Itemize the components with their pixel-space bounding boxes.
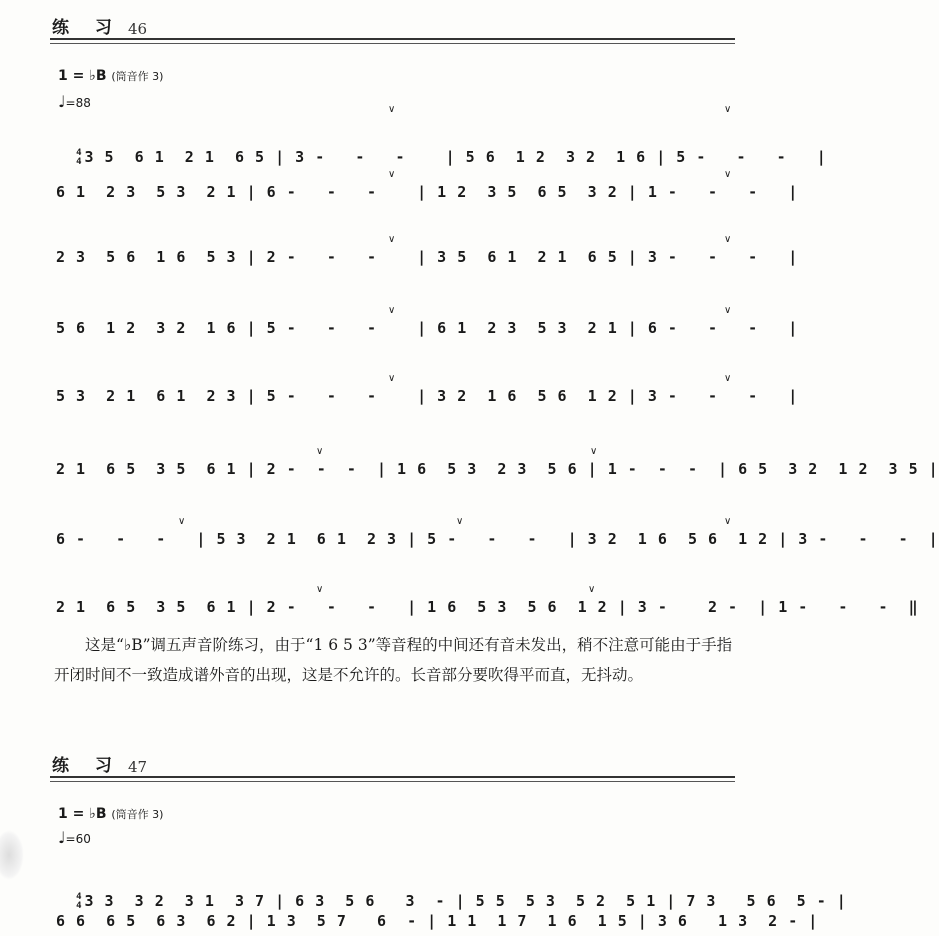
breath-mark-icon: ∨: [724, 169, 732, 180]
exercise-title: 练 习: [52, 18, 122, 38]
breath-mark-icon: ∨: [388, 234, 396, 245]
exercise-46-description: 这是“♭B”调五声音阶练习，由于“1 6 5 3”等音程的中间还有音未发出，稍不注意可能由于手指开闭时间不一致造成谱外音的出现，这是不允许的。长音部分要吹得平而直，无抖动。: [54, 636, 733, 684]
score-row-text: 2 1 6 5 3 5 6 1 | 2 - - - | 1 6 5 3 5 6 1 2 | 3 - 2 - | 1 - - - ‖: [56, 598, 919, 616]
header-rule: [50, 776, 735, 778]
breath-mark-icon: ∨: [724, 305, 732, 316]
quarter-note-icon: ♩: [58, 828, 66, 847]
key-note: (筒音作 3): [111, 808, 164, 821]
score-row-text: 3 3 3 2 3 1 3 7 | 6 3 5 6 3 - | 5 5 5 3 5 2 5 1 | 7 3 5 6 5 - |: [84, 892, 847, 910]
score-row: [56, 177, 799, 207]
tempo-text: =60: [65, 832, 91, 846]
breath-mark-icon: ∨: [388, 104, 396, 115]
tempo-text: =88: [65, 96, 91, 110]
score-row: [56, 524, 939, 554]
breath-mark-icon: ∨: [724, 516, 732, 527]
score-row-text: 6 - - - | 5 3 2 1 6 1 2 3 | 5 - - - | 3 2 1 6 5 6 1 2 | 3 - - - |: [56, 530, 939, 548]
score-row-text: 6 1 2 3 5 3 2 1 | 6 - - - | 1 2 3 5 6 5 3 2 | 1 - - - |: [56, 183, 799, 201]
exercise-47-header: [50, 752, 735, 780]
time-sig-bottom: 4: [76, 156, 83, 167]
breath-mark-icon: ∨: [388, 373, 396, 384]
exercise-number: 47: [128, 758, 148, 776]
score-row-text: 2 1 6 5 3 5 6 1 | 2 - - - | 1 6 5 3 2 3 5 6 | 1 - - - | 6 5 3 2 1 2 3 5 |: [56, 460, 939, 478]
exercise-title: 练 习: [52, 756, 122, 776]
breath-mark-icon: ∨: [388, 169, 396, 180]
exercise-46-header: [50, 8, 735, 42]
tempo-marking: [58, 92, 91, 111]
score-row-text: 2 3 5 6 1 6 5 3 | 2 - - - | 3 5 6 1 2 1 6 5 | 3 - - - |: [56, 248, 799, 266]
header-rule-thin: [50, 781, 735, 782]
score-row: [56, 313, 799, 343]
breath-mark-icon: ∨: [588, 584, 596, 595]
key-signature: [58, 806, 163, 822]
breath-mark-icon: ∨: [724, 104, 732, 115]
quarter-note-icon: ♩: [58, 92, 66, 111]
breath-mark-icon: ∨: [724, 373, 732, 384]
score-row: [56, 381, 799, 411]
score-row: [56, 906, 819, 936]
score-row-text: 5 6 1 2 3 2 1 6 | 5 - - - | 6 1 2 3 5 3 2 1 | 6 - - - |: [56, 319, 799, 337]
key-note: (筒音作 3): [111, 70, 164, 83]
score-row: [56, 242, 799, 272]
score-row: [56, 592, 919, 622]
time-sig-top: 4: [76, 891, 83, 902]
page-smudge: [0, 830, 24, 880]
score-row: [56, 856, 847, 911]
breath-mark-icon: ∨: [316, 446, 324, 457]
breath-mark-icon: ∨: [316, 584, 324, 595]
score-row-text: 5 3 2 1 6 1 2 3 | 5 - - - | 3 2 1 6 5 6 1 2 | 3 - - - |: [56, 387, 799, 405]
time-sig-top: 4: [76, 147, 83, 158]
breath-mark-icon: ∨: [388, 305, 396, 316]
breath-mark-icon: ∨: [456, 516, 464, 527]
breath-mark-icon: ∨: [724, 234, 732, 245]
score-row: [56, 112, 827, 167]
breath-mark-icon: ∨: [590, 446, 598, 457]
score-row: [56, 454, 939, 484]
score-row-text: 6 6 6 5 6 3 6 2 | 1 3 5 7 6 - | 1 1 1 7 1 6 1 5 | 3 6 1 3 2 - |: [56, 912, 819, 930]
key-text: 1 = ♭B: [58, 68, 107, 84]
time-signature: [76, 149, 82, 167]
exercise-number: 46: [128, 20, 148, 38]
header-rule: [50, 38, 735, 40]
key-text: 1 = ♭B: [58, 806, 107, 822]
header-rule-thin: [50, 43, 735, 44]
tempo-marking: [58, 828, 91, 847]
breath-mark-icon: ∨: [178, 516, 186, 527]
time-sig-bottom: 4: [76, 900, 83, 911]
key-signature: [58, 68, 163, 84]
score-row-text: 3 5 6 1 2 1 6 5 | 3 - - - | 5 6 1 2 3 2 1 6 | 5 - - - |: [84, 148, 827, 166]
